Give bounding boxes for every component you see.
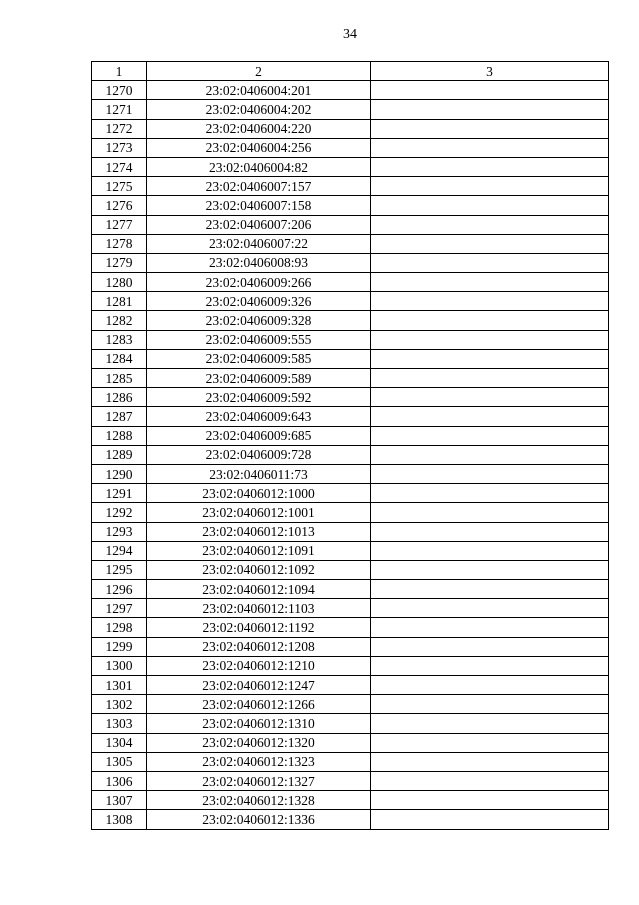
row-number-cell: 1278	[92, 234, 147, 253]
table-row	[92, 522, 609, 541]
row-number-cell: 1295	[92, 560, 147, 579]
cadastral-number-cell: 23:02:0406008:93	[147, 253, 371, 272]
row-number-cell: 1304	[92, 733, 147, 752]
table-row	[92, 157, 609, 176]
cadastral-number-cell: 23:02:0406009:326	[147, 292, 371, 311]
note-cell	[371, 445, 609, 464]
row-number-cell: 1307	[92, 791, 147, 810]
cadastral-number-cell: 23:02:0406012:1327	[147, 771, 371, 790]
note-cell	[371, 369, 609, 388]
cadastral-number-cell: 23:02:0406004:82	[147, 157, 371, 176]
cadastral-number-cell: 23:02:0406012:1092	[147, 560, 371, 579]
table-body	[92, 81, 609, 829]
note-cell	[371, 311, 609, 330]
cadastral-number-cell: 23:02:0406012:1210	[147, 656, 371, 675]
table-row	[92, 100, 609, 119]
note-cell	[371, 695, 609, 714]
row-number-cell: 1305	[92, 752, 147, 771]
cadastral-number-cell: 23:02:0406012:1310	[147, 714, 371, 733]
note-cell	[371, 138, 609, 157]
note-cell	[371, 810, 609, 829]
table-row	[92, 119, 609, 138]
cadastral-number-cell: 23:02:0406012:1094	[147, 580, 371, 599]
cadastral-number-cell: 23:02:0406012:1323	[147, 752, 371, 771]
table-row	[92, 791, 609, 810]
row-number-cell: 1298	[92, 618, 147, 637]
note-cell	[371, 292, 609, 311]
row-number-cell: 1286	[92, 388, 147, 407]
row-number-cell: 1308	[92, 810, 147, 829]
cadastral-table	[91, 61, 609, 830]
cadastral-number-cell: 23:02:0406009:589	[147, 369, 371, 388]
table-row	[92, 388, 609, 407]
table-row	[92, 714, 609, 733]
cadastral-number-cell: 23:02:0406011:73	[147, 464, 371, 483]
row-number-cell: 1279	[92, 253, 147, 272]
page-number: 34	[343, 27, 357, 42]
cadastral-number-cell: 23:02:0406007:158	[147, 196, 371, 215]
note-cell	[371, 560, 609, 579]
row-number-cell: 1288	[92, 426, 147, 445]
row-number-cell: 1290	[92, 464, 147, 483]
row-number-cell: 1276	[92, 196, 147, 215]
cadastral-number-cell: 23:02:0406004:256	[147, 138, 371, 157]
cadastral-number-cell: 23:02:0406012:1208	[147, 637, 371, 656]
cadastral-number-cell: 23:02:0406009:266	[147, 273, 371, 292]
note-cell	[371, 733, 609, 752]
note-cell	[371, 541, 609, 560]
cadastral-number-cell: 23:02:0406004:202	[147, 100, 371, 119]
table-row	[92, 810, 609, 829]
cadastral-number-cell: 23:02:0406004:220	[147, 119, 371, 138]
row-number-cell: 1294	[92, 541, 147, 560]
row-number-cell: 1281	[92, 292, 147, 311]
table-row	[92, 349, 609, 368]
table-header	[92, 62, 609, 81]
row-number-cell: 1297	[92, 599, 147, 618]
header-row	[92, 62, 609, 81]
table-row	[92, 292, 609, 311]
row-number-cell: 1283	[92, 330, 147, 349]
row-number-cell: 1300	[92, 656, 147, 675]
cadastral-number-cell: 23:02:0406012:1000	[147, 484, 371, 503]
cadastral-number-cell: 23:02:0406009:585	[147, 349, 371, 368]
cadastral-number-cell: 23:02:0406012:1001	[147, 503, 371, 522]
row-number-cell: 1292	[92, 503, 147, 522]
table-row	[92, 599, 609, 618]
table-row	[92, 426, 609, 445]
table-row	[92, 407, 609, 426]
cadastral-number-cell: 23:02:0406004:201	[147, 81, 371, 100]
note-cell	[371, 522, 609, 541]
table-row	[92, 695, 609, 714]
row-number-cell: 1287	[92, 407, 147, 426]
header-col-3: 3	[371, 62, 609, 81]
table-row	[92, 215, 609, 234]
note-cell	[371, 196, 609, 215]
row-number-cell: 1293	[92, 522, 147, 541]
cadastral-number-cell: 23:02:0406009:685	[147, 426, 371, 445]
note-cell	[371, 388, 609, 407]
table-row	[92, 177, 609, 196]
header-col-2: 2	[147, 62, 371, 81]
table-row	[92, 733, 609, 752]
table-row	[92, 618, 609, 637]
table-row	[92, 81, 609, 100]
table-row	[92, 637, 609, 656]
cadastral-number-cell: 23:02:0406012:1336	[147, 810, 371, 829]
note-cell	[371, 215, 609, 234]
table-row	[92, 369, 609, 388]
table-row	[92, 464, 609, 483]
cadastral-number-cell: 23:02:0406012:1247	[147, 676, 371, 695]
table-row	[92, 484, 609, 503]
note-cell	[371, 676, 609, 695]
row-number-cell: 1274	[92, 157, 147, 176]
note-cell	[371, 119, 609, 138]
table-row	[92, 503, 609, 522]
note-cell	[371, 234, 609, 253]
note-cell	[371, 100, 609, 119]
cadastral-number-cell: 23:02:0406007:157	[147, 177, 371, 196]
table-row	[92, 330, 609, 349]
row-number-cell: 1282	[92, 311, 147, 330]
note-cell	[371, 791, 609, 810]
note-cell	[371, 273, 609, 292]
cadastral-number-cell: 23:02:0406009:643	[147, 407, 371, 426]
row-number-cell: 1285	[92, 369, 147, 388]
row-number-cell: 1299	[92, 637, 147, 656]
row-number-cell: 1291	[92, 484, 147, 503]
table-row	[92, 253, 609, 272]
note-cell	[371, 484, 609, 503]
row-number-cell: 1273	[92, 138, 147, 157]
cadastral-number-cell: 23:02:0406012:1320	[147, 733, 371, 752]
table-row	[92, 541, 609, 560]
table-row	[92, 580, 609, 599]
table-row	[92, 752, 609, 771]
table-row	[92, 656, 609, 675]
table-row	[92, 234, 609, 253]
note-cell	[371, 177, 609, 196]
note-cell	[371, 637, 609, 656]
row-number-cell: 1270	[92, 81, 147, 100]
note-cell	[371, 599, 609, 618]
note-cell	[371, 349, 609, 368]
row-number-cell: 1303	[92, 714, 147, 733]
cadastral-number-cell: 23:02:0406009:728	[147, 445, 371, 464]
cadastral-number-cell: 23:02:0406009:328	[147, 311, 371, 330]
header-col-1: 1	[92, 62, 147, 81]
row-number-cell: 1306	[92, 771, 147, 790]
row-number-cell: 1272	[92, 119, 147, 138]
note-cell	[371, 714, 609, 733]
note-cell	[371, 752, 609, 771]
note-cell	[371, 580, 609, 599]
note-cell	[371, 426, 609, 445]
note-cell	[371, 771, 609, 790]
cadastral-number-cell: 23:02:0406012:1013	[147, 522, 371, 541]
table-row	[92, 311, 609, 330]
cadastral-number-cell: 23:02:0406012:1328	[147, 791, 371, 810]
cadastral-number-cell: 23:02:0406009:592	[147, 388, 371, 407]
cadastral-number-cell: 23:02:0406012:1266	[147, 695, 371, 714]
cadastral-number-cell: 23:02:0406012:1192	[147, 618, 371, 637]
note-cell	[371, 253, 609, 272]
row-number-cell: 1271	[92, 100, 147, 119]
table-row	[92, 771, 609, 790]
table-row	[92, 138, 609, 157]
row-number-cell: 1296	[92, 580, 147, 599]
note-cell	[371, 656, 609, 675]
row-number-cell: 1301	[92, 676, 147, 695]
cadastral-number-cell: 23:02:0406007:22	[147, 234, 371, 253]
note-cell	[371, 618, 609, 637]
table-row	[92, 676, 609, 695]
table-row	[92, 196, 609, 215]
note-cell	[371, 157, 609, 176]
note-cell	[371, 407, 609, 426]
note-cell	[371, 81, 609, 100]
note-cell	[371, 464, 609, 483]
note-cell	[371, 503, 609, 522]
row-number-cell: 1277	[92, 215, 147, 234]
row-number-cell: 1289	[92, 445, 147, 464]
row-number-cell: 1284	[92, 349, 147, 368]
cadastral-number-cell: 23:02:0406012:1103	[147, 599, 371, 618]
note-cell	[371, 330, 609, 349]
table-row	[92, 445, 609, 464]
cadastral-number-cell: 23:02:0406009:555	[147, 330, 371, 349]
cadastral-number-cell: 23:02:0406012:1091	[147, 541, 371, 560]
table-row	[92, 560, 609, 579]
row-number-cell: 1302	[92, 695, 147, 714]
row-number-cell: 1275	[92, 177, 147, 196]
cadastral-number-cell: 23:02:0406007:206	[147, 215, 371, 234]
table-row	[92, 273, 609, 292]
row-number-cell: 1280	[92, 273, 147, 292]
